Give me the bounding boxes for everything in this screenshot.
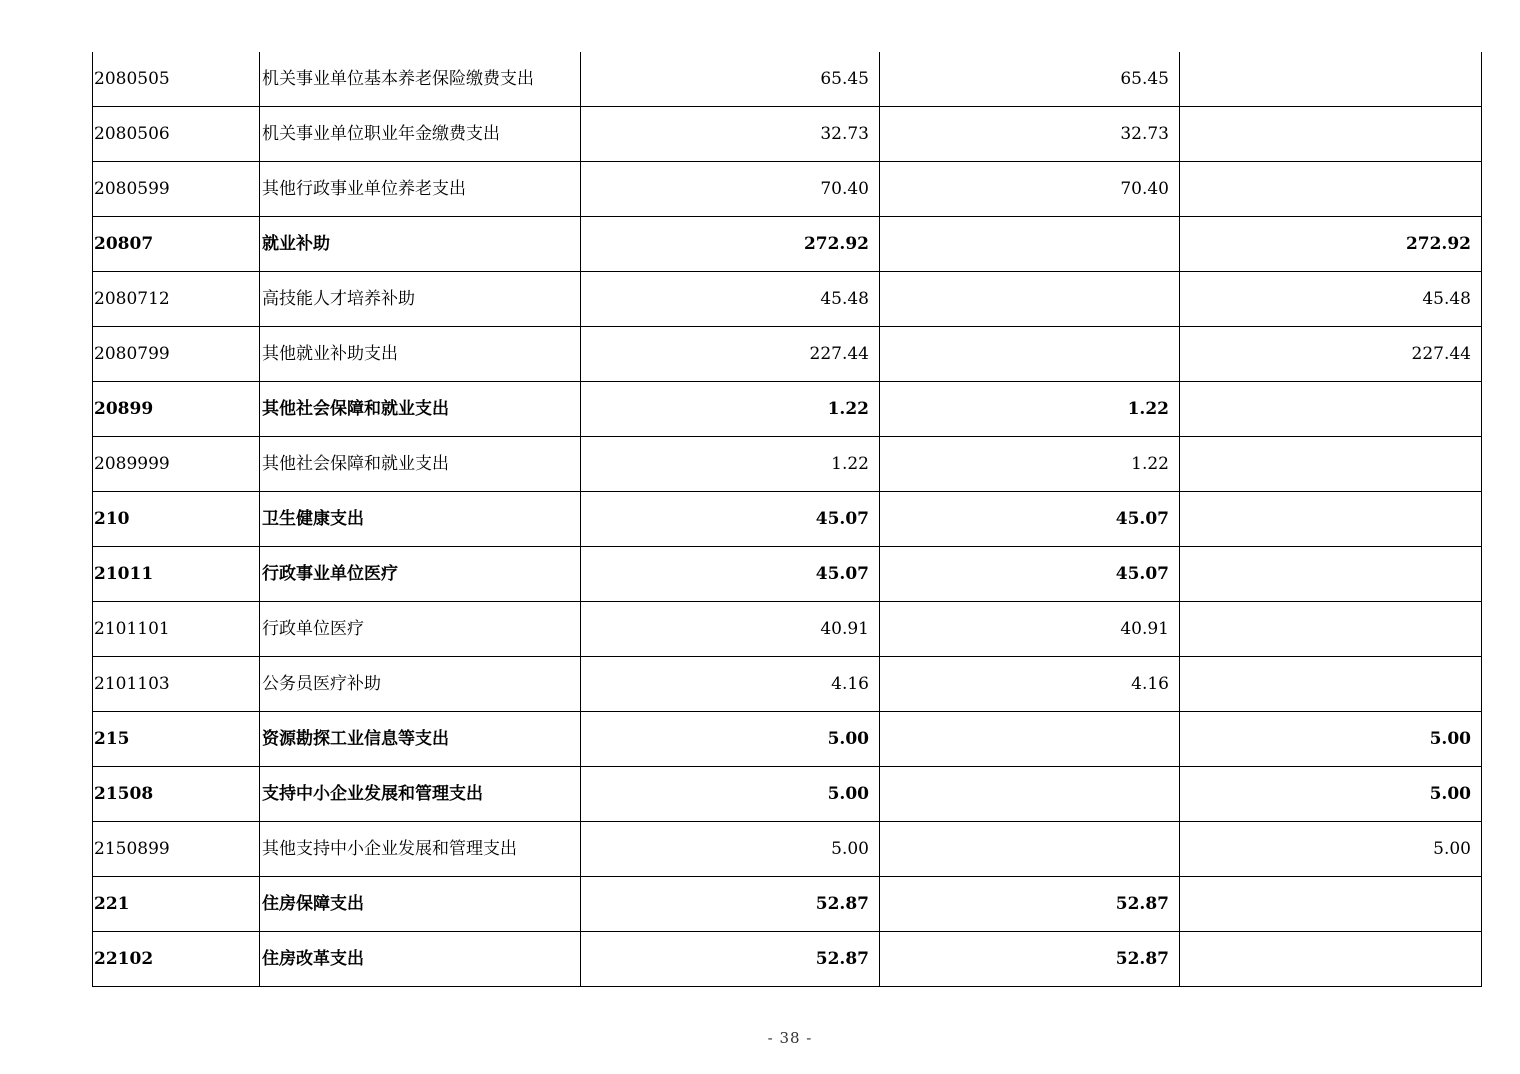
subject-name-cell: 就业补助 — [260, 217, 581, 272]
subject-code-cell: 22102 — [93, 932, 260, 987]
total-amount-cell: 227.44 — [581, 327, 880, 382]
project-expenditure-cell — [1180, 437, 1482, 492]
basic-expenditure-cell — [880, 712, 1180, 767]
total-amount-cell: 45.48 — [581, 272, 880, 327]
subject-name-cell: 资源勘探工业信息等支出 — [260, 712, 581, 767]
project-expenditure-cell — [1180, 162, 1482, 217]
basic-expenditure-cell: 45.07 — [880, 547, 1180, 602]
subject-code-cell: 2101101 — [93, 602, 260, 657]
subject-code-cell: 20899 — [93, 382, 260, 437]
subject-name-cell: 住房改革支出 — [260, 932, 581, 987]
table-row — [93, 602, 1482, 657]
subject-name-cell: 住房保障支出 — [260, 877, 581, 932]
table-row — [93, 327, 1482, 382]
table-row — [93, 822, 1482, 877]
total-amount-cell: 40.91 — [581, 602, 880, 657]
subject-name-cell: 其他行政事业单位养老支出 — [260, 162, 581, 217]
subject-code-cell: 221 — [93, 877, 260, 932]
page-number: - 38 - — [767, 1029, 813, 1047]
subject-name-cell: 行政单位医疗 — [260, 602, 581, 657]
basic-expenditure-cell — [880, 217, 1180, 272]
table-row — [93, 877, 1482, 932]
subject-code-cell: 2101103 — [93, 657, 260, 712]
subject-code-cell: 2080599 — [93, 162, 260, 217]
table-row — [93, 162, 1482, 217]
total-amount-cell: 1.22 — [581, 437, 880, 492]
total-amount-cell: 5.00 — [581, 822, 880, 877]
subject-code-cell: 2080506 — [93, 107, 260, 162]
subject-code-cell: 2150899 — [93, 822, 260, 877]
table-row — [93, 107, 1482, 162]
subject-name-cell: 机关事业单位基本养老保险缴费支出 — [260, 52, 581, 107]
project-expenditure-cell: 5.00 — [1180, 712, 1482, 767]
total-amount-cell: 45.07 — [581, 492, 880, 547]
project-expenditure-cell: 5.00 — [1180, 822, 1482, 877]
subject-code-cell: 2080712 — [93, 272, 260, 327]
subject-name-cell: 公务员医疗补助 — [260, 657, 581, 712]
basic-expenditure-cell: 52.87 — [880, 877, 1180, 932]
project-expenditure-cell — [1180, 492, 1482, 547]
subject-name-cell: 支持中小企业发展和管理支出 — [260, 767, 581, 822]
subject-name-cell: 其他社会保障和就业支出 — [260, 382, 581, 437]
table-row — [93, 657, 1482, 712]
table-row — [93, 932, 1482, 987]
table-row — [93, 217, 1482, 272]
subject-name-cell: 机关事业单位职业年金缴费支出 — [260, 107, 581, 162]
total-amount-cell: 52.87 — [581, 932, 880, 987]
basic-expenditure-cell: 40.91 — [880, 602, 1180, 657]
basic-expenditure-cell: 65.45 — [880, 52, 1180, 107]
basic-expenditure-cell — [880, 767, 1180, 822]
total-amount-cell: 272.92 — [581, 217, 880, 272]
subject-code-cell: 2080505 — [93, 52, 260, 107]
table-row — [93, 547, 1482, 602]
project-expenditure-cell — [1180, 657, 1482, 712]
total-amount-cell: 5.00 — [581, 767, 880, 822]
project-expenditure-cell — [1180, 382, 1482, 437]
table-row — [93, 382, 1482, 437]
subject-name-cell: 高技能人才培养补助 — [260, 272, 581, 327]
subject-code-cell: 210 — [93, 492, 260, 547]
project-expenditure-cell — [1180, 877, 1482, 932]
subject-code-cell: 21508 — [93, 767, 260, 822]
basic-expenditure-cell — [880, 822, 1180, 877]
basic-expenditure-cell: 4.16 — [880, 657, 1180, 712]
subject-code-cell: 21011 — [93, 547, 260, 602]
basic-expenditure-cell: 32.73 — [880, 107, 1180, 162]
total-amount-cell: 65.45 — [581, 52, 880, 107]
project-expenditure-cell — [1180, 932, 1482, 987]
table-row — [93, 767, 1482, 822]
basic-expenditure-cell: 45.07 — [880, 492, 1180, 547]
basic-expenditure-cell: 70.40 — [880, 162, 1180, 217]
subject-code-cell: 20807 — [93, 217, 260, 272]
project-expenditure-cell — [1180, 602, 1482, 657]
total-amount-cell: 52.87 — [581, 877, 880, 932]
table-row — [93, 712, 1482, 767]
total-amount-cell: 70.40 — [581, 162, 880, 217]
subject-name-cell: 其他社会保障和就业支出 — [260, 437, 581, 492]
basic-expenditure-cell: 1.22 — [880, 382, 1180, 437]
subject-name-cell: 其他支持中小企业发展和管理支出 — [260, 822, 581, 877]
table-row — [93, 52, 1482, 107]
subject-name-cell: 行政事业单位医疗 — [260, 547, 581, 602]
basic-expenditure-cell: 1.22 — [880, 437, 1180, 492]
project-expenditure-cell — [1180, 547, 1482, 602]
subject-code-cell: 2080799 — [93, 327, 260, 382]
subject-code-cell: 215 — [93, 712, 260, 767]
project-expenditure-cell — [1180, 52, 1482, 107]
total-amount-cell: 1.22 — [581, 382, 880, 437]
table-row — [93, 437, 1482, 492]
total-amount-cell: 4.16 — [581, 657, 880, 712]
total-amount-cell: 45.07 — [581, 547, 880, 602]
budget-table — [92, 52, 1482, 987]
total-amount-cell: 5.00 — [581, 712, 880, 767]
table-body — [93, 52, 1482, 987]
subject-code-cell: 2089999 — [93, 437, 260, 492]
subject-name-cell: 其他就业补助支出 — [260, 327, 581, 382]
basic-expenditure-cell — [880, 272, 1180, 327]
basic-expenditure-cell: 52.87 — [880, 932, 1180, 987]
table-row — [93, 272, 1482, 327]
basic-expenditure-cell — [880, 327, 1180, 382]
project-expenditure-cell — [1180, 107, 1482, 162]
subject-name-cell: 卫生健康支出 — [260, 492, 581, 547]
project-expenditure-cell: 45.48 — [1180, 272, 1482, 327]
table-row — [93, 492, 1482, 547]
project-expenditure-cell: 227.44 — [1180, 327, 1482, 382]
total-amount-cell: 32.73 — [581, 107, 880, 162]
project-expenditure-cell: 272.92 — [1180, 217, 1482, 272]
project-expenditure-cell: 5.00 — [1180, 767, 1482, 822]
